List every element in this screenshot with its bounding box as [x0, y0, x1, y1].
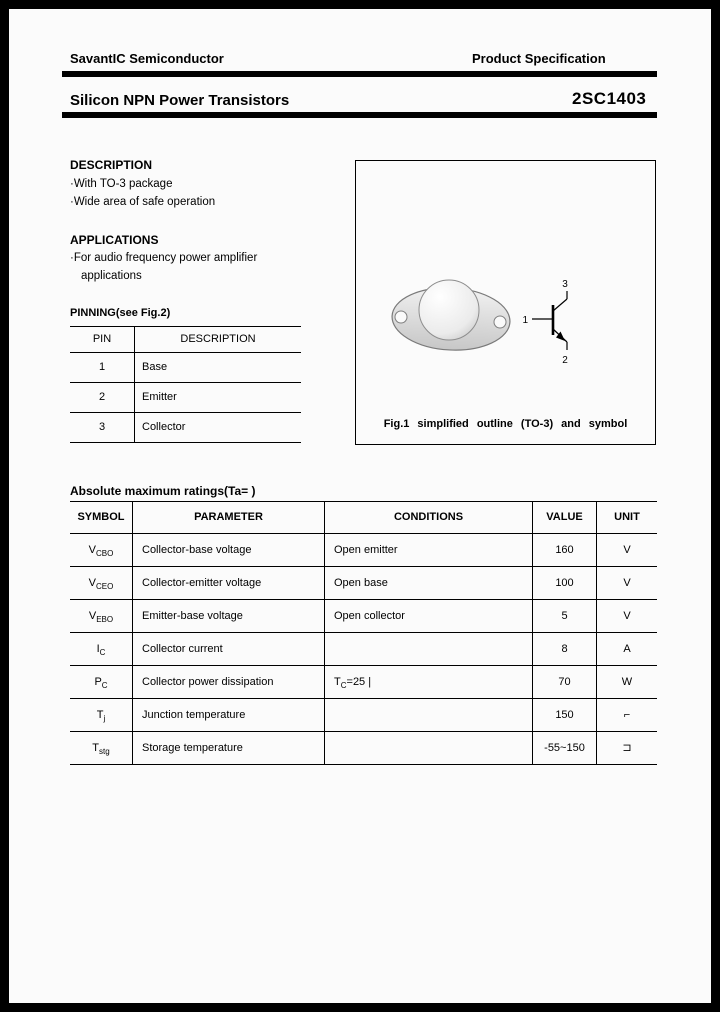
to3-can — [419, 280, 479, 340]
rating-symbol — [70, 567, 133, 599]
applications-item: ·For audio frequency power amplifier — [70, 252, 258, 264]
to3-outline-and-symbol-drawing — [356, 161, 655, 444]
rating-symbol — [70, 699, 133, 731]
rating-parameter: Collector power dissipation — [133, 666, 325, 698]
ratings-row — [70, 633, 657, 666]
rating-unit: ⊐ — [622, 742, 632, 754]
rating-unit: A — [623, 643, 631, 655]
figure-caption: Fig.1 simplified outline (TO-3) and symbol — [383, 418, 628, 430]
symbol-base: T — [92, 742, 100, 754]
ratings-header-value: VALUE — [533, 502, 597, 533]
rating-unit: ⌐ — [623, 709, 631, 721]
conditions-text: =25 | — [346, 676, 372, 688]
rating-symbol — [70, 600, 133, 632]
mounting-hole-left — [395, 311, 407, 323]
description-item: ·With TO-3 package — [70, 178, 173, 190]
rating-conditions — [325, 534, 533, 566]
rating-symbol — [70, 534, 133, 566]
ratings-header-conditions: CONDITIONS — [325, 502, 533, 533]
rating-value: 100 — [533, 567, 597, 599]
ratings-row — [70, 600, 657, 633]
symbol-pin-1-label: 1 — [522, 315, 528, 326]
rating-value: 5 — [533, 600, 597, 632]
header-rule-top — [62, 71, 657, 77]
symbol-subscript: stg — [99, 747, 110, 757]
rating-value: -55~150 — [533, 732, 597, 764]
conditions-text: T — [334, 676, 341, 688]
pinning-row — [70, 413, 301, 443]
ratings-row — [70, 699, 657, 732]
rating-unit: V — [623, 577, 631, 589]
rating-value: 160 — [533, 534, 597, 566]
rating-parameter: Emitter-base voltage — [133, 600, 325, 632]
conditions-text: Open emitter — [334, 544, 398, 556]
pin-description: Emitter — [142, 391, 177, 403]
conditions-subscript: C — [340, 681, 347, 691]
symbol-subscript: CEO — [96, 582, 114, 592]
pinning-heading: PINNING(see Fig.2) — [70, 307, 171, 319]
rating-value: 70 — [533, 666, 597, 698]
symbol-pin-3-label: 3 — [562, 279, 568, 290]
rating-conditions — [325, 666, 533, 698]
symbol-subscript: j — [103, 714, 106, 724]
rating-unit: V — [623, 610, 631, 622]
symbol-base: V — [88, 577, 96, 589]
symbol-subscript: CBO — [96, 549, 114, 559]
symbol-base: I — [96, 643, 100, 655]
symbol-subscript: C — [101, 681, 108, 691]
ratings-heading: Absolute maximum ratings(Ta= ) — [70, 484, 256, 498]
pinning-row — [70, 383, 301, 413]
rating-parameter: Collector-base voltage — [133, 534, 325, 566]
rating-symbol — [70, 633, 133, 665]
symbol-base: V — [88, 544, 96, 556]
ratings-header-symbol: SYMBOL — [70, 502, 133, 533]
ratings-header-row — [70, 502, 657, 534]
ratings-header-parameter: PARAMETER — [133, 502, 325, 533]
rating-conditions — [325, 732, 533, 764]
conditions-text: Open collector — [334, 610, 405, 622]
pin-description: Collector — [142, 421, 186, 433]
rating-conditions — [325, 567, 533, 599]
pinning-row — [70, 353, 301, 383]
rating-parameter: Collector current — [133, 633, 325, 665]
symbol-pin-2-label: 2 — [562, 355, 568, 366]
figure-1-box — [355, 160, 656, 445]
symbol-subscript: C — [99, 648, 106, 658]
conditions-text: Open base — [334, 577, 388, 589]
rating-parameter: Junction temperature — [133, 699, 325, 731]
pinning-table — [70, 326, 301, 443]
ratings-row — [70, 567, 657, 600]
abs-max-ratings-table — [70, 501, 657, 765]
rating-value: 150 — [533, 699, 597, 731]
symbol-base: T — [96, 709, 104, 721]
symbol-subscript: EBO — [96, 615, 114, 625]
pin-number: 1 — [70, 353, 135, 382]
rating-conditions — [325, 600, 533, 632]
pin-number: 3 — [70, 413, 135, 442]
vendor-name: SavantIC Semiconductor — [70, 51, 224, 66]
ratings-header-unit: UNIT — [614, 511, 640, 523]
rating-unit: W — [621, 676, 633, 688]
pin-number: 2 — [70, 383, 135, 412]
rating-conditions — [325, 699, 533, 731]
npn-symbol — [532, 291, 567, 350]
mounting-hole-right — [494, 316, 506, 328]
pinning-header-description: DESCRIPTION — [180, 333, 256, 345]
symbol-base: P — [94, 676, 102, 688]
rating-conditions — [325, 633, 533, 665]
ratings-row — [70, 666, 657, 699]
pinning-header-pin: PIN — [70, 327, 135, 352]
header-rule-bottom — [62, 112, 657, 118]
part-number: 2SC1403 — [572, 89, 647, 108]
spec-type-label: Product Specification — [472, 51, 606, 66]
doc-title: Silicon NPN Power Transistors — [70, 92, 290, 109]
pinning-header-row — [70, 327, 301, 353]
rating-symbol — [70, 666, 133, 698]
rating-parameter: Storage temperature — [133, 732, 325, 764]
rating-parameter: Collector-emitter voltage — [133, 567, 325, 599]
ratings-row — [70, 732, 657, 765]
symbol-base: V — [88, 610, 97, 622]
description-heading: DESCRIPTION — [70, 158, 153, 172]
description-item: ·Wide area of safe operation — [70, 196, 216, 208]
applications-item-continued: applications — [81, 270, 142, 282]
pin-description: Base — [142, 361, 168, 373]
ratings-row — [70, 534, 657, 567]
applications-heading: APPLICATIONS — [70, 233, 159, 247]
rating-value: 8 — [533, 633, 597, 665]
rating-unit: V — [623, 544, 631, 556]
rating-symbol — [70, 732, 133, 764]
